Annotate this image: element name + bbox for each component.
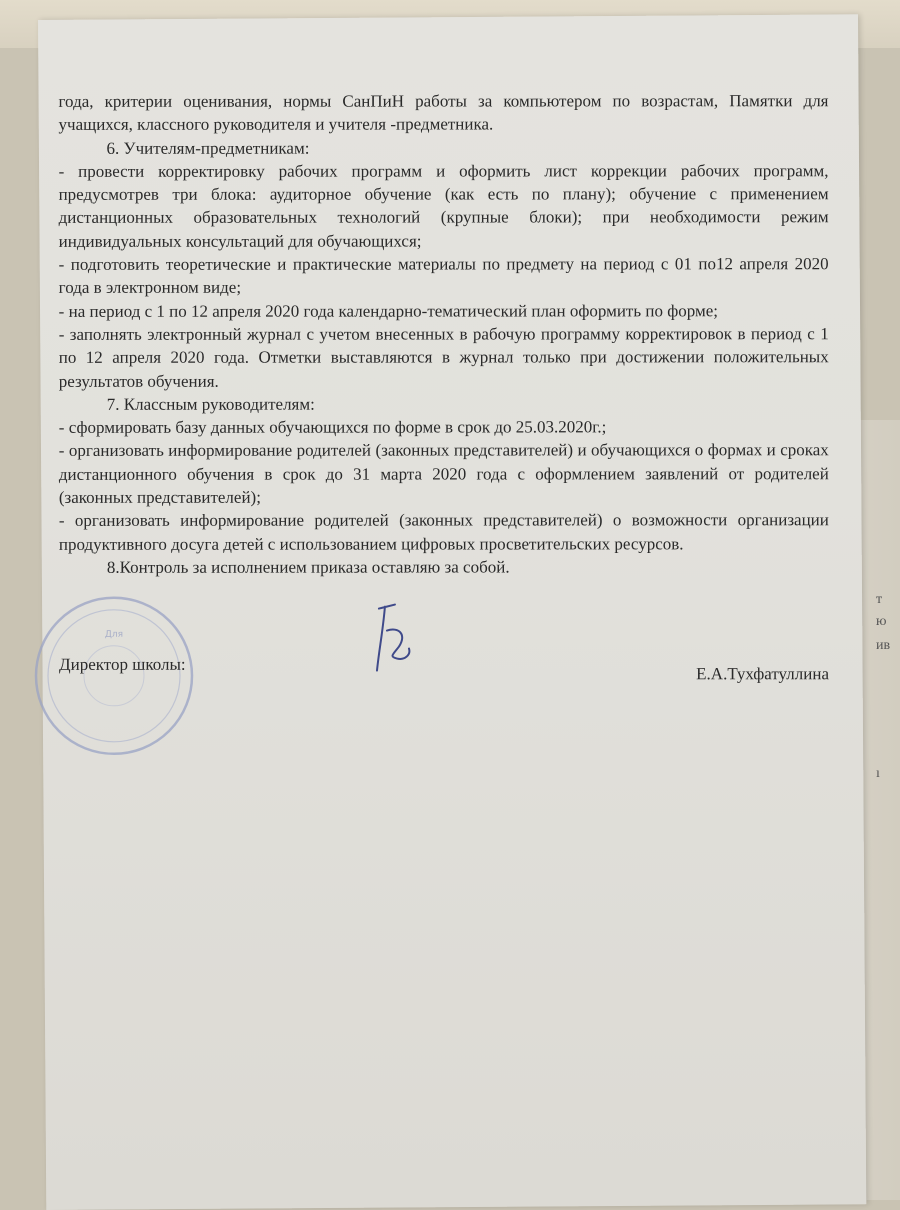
underlying-text-fragment: ю <box>876 614 887 629</box>
list-item: - организовать информирование родителей (законных представителей) и обучающихся о формах и сроках дистанционного обучения в срок до 31 марта 2020 года с оформлением заявлений от родителей (законных представителей); <box>58 440 829 507</box>
handwritten-signature <box>359 601 429 681</box>
list-item: - на период с 1 по 12 апреля 2020 года календарно-тематический план оформить по форме; <box>58 300 719 321</box>
document-page <box>38 14 866 1210</box>
section-heading-control: 8.Контроль за исполнением приказа оставляю за собой. <box>106 557 510 577</box>
list-item: - провести корректировку рабочих программ и оформить лист коррекции рабочих программ, предусмотрев три блока: аудиторное обучение (как есть по плану); обучение с применением дистанционных образовательных технологий (крупные блоки); при необходимости режим индивидуальных консультаций для обучающихся; <box>58 161 829 251</box>
underlying-text-fragment: ив <box>876 638 891 653</box>
underlying-text-fragment: т <box>876 592 883 607</box>
section-heading-teachers: 6. Учителям-предметникам: <box>106 138 310 158</box>
underlying-text-fragment: ı <box>876 766 880 781</box>
list-item: - заполнять электронный журнал с учетом внесенных в рабочую программу корректировок в период с 1 по 12 апреля 2020 года. Отметки выставляются в журнал только при достижении положительных результатов обучения. <box>58 324 829 391</box>
signatory-name: Е.А.Тухфатуллина <box>696 664 830 684</box>
paragraph-continuation: года, критерии оценивания, нормы СанПиН работы за компьютером по возрастам, Памятки для учащихся, классного руководителя и учителя -предметника. <box>58 91 829 135</box>
signature-block <box>59 590 829 691</box>
list-item: - подготовить теоретические и практические материалы по предмету на период с 01 по12 апреля 2020 года в электронном виде; <box>58 254 829 298</box>
list-item: - сформировать базу данных обучающихся по форме в срок до 25.03.2020г.; <box>58 417 607 438</box>
document-body <box>58 89 829 691</box>
section-heading-class-teachers: 7. Классным руководителям: <box>106 394 315 414</box>
signature-role: Директор школы: <box>58 654 186 675</box>
list-item: - организовать информирование родителей (законных представителей) о возможности организации продуктивного досуга детей с использованием цифровых просветительских ресурсов. <box>58 510 829 554</box>
stamp-text: Для <box>104 630 124 641</box>
